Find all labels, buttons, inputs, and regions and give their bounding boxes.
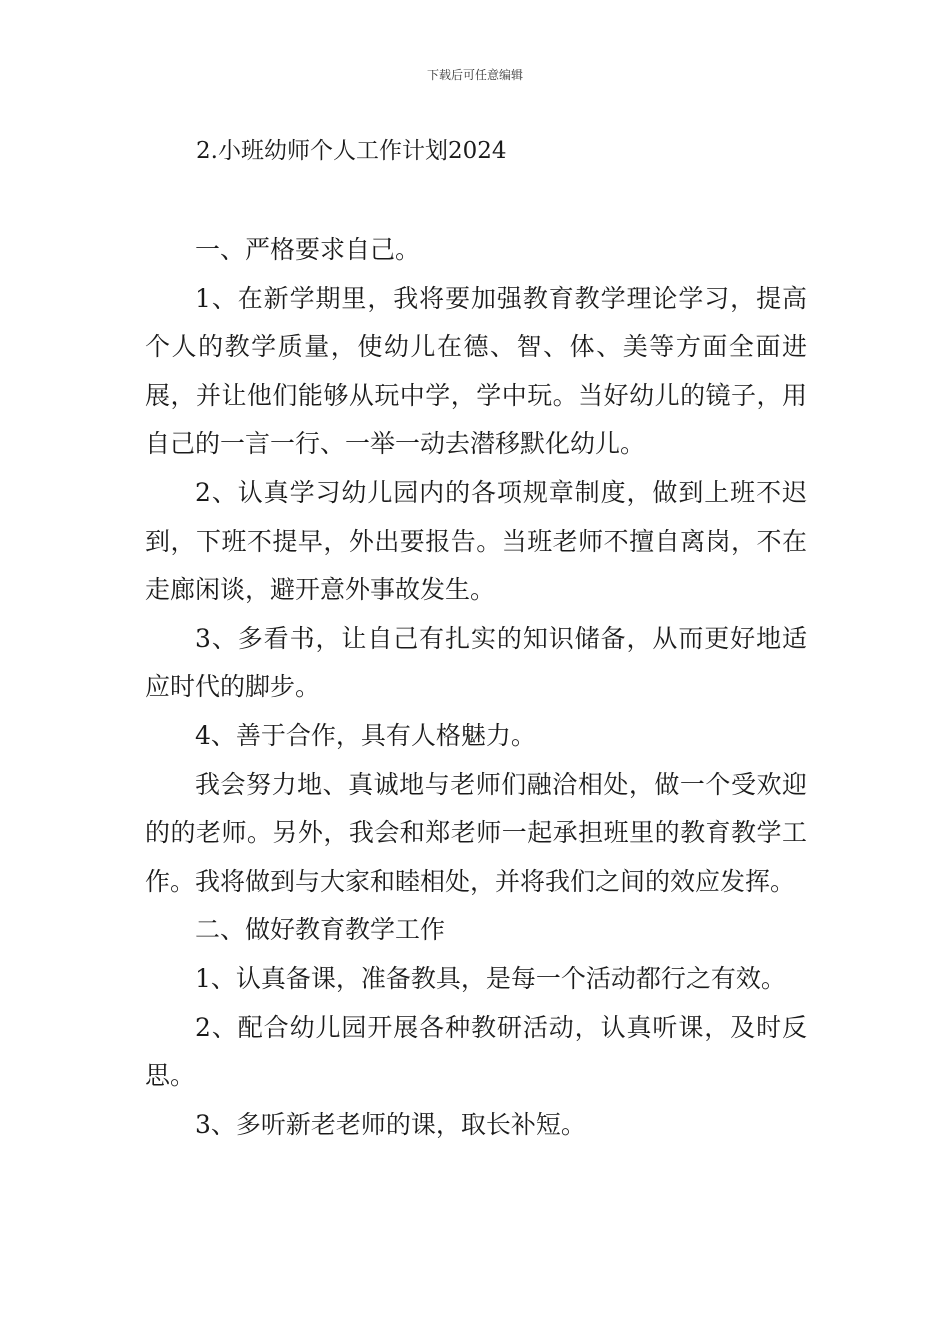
paragraph: 我会努力地、真诚地与老师们融洽相处，做一个受欢迎的的老师。另外，我会和郑老师一起承担班里的教育教学工作。我将做到与大家和睦相处，并将我们之间的效应发挥。 (145, 769, 807, 896)
paragraph: 3、多听新老老师的课，取长补短。 (195, 1109, 586, 1139)
paragraph: 2、认真学习幼儿园内的各项规章制度，做到上班不迟到，下班不提早，外出要报告。当班老师不擅自离岗，不在走廊闲谈，避开意外事故发生。 (145, 477, 807, 605)
page-header-note: 下载后可任意编辑 (426, 68, 523, 82)
document-body (145, 226, 807, 1149)
paragraph: 1、在新学期里，我将要加强教育教学理论学习，提高个人的教学质量，使幼儿在德、智、体、美等方面全面进展，并让他们能够从玩中学，学中玩。当好幼儿的镜子，用自己的一言一行、一举一动去潜移默化幼儿。 (145, 283, 807, 459)
paragraph: 2、配合幼儿园开展各种教研活动，认真听课，及时反思。 (145, 1012, 807, 1091)
paragraph: 4、善于合作，具有人格魅力。 (195, 720, 536, 750)
document-title: 2.小班幼师个人工作计划2024 (196, 138, 507, 164)
section-heading-1: 一、严格要求自己。 (195, 235, 421, 264)
paragraph: 1、认真备课，准备教具，是每一个活动都行之有效。 (195, 963, 786, 993)
section-heading-2: 二、做好教育教学工作 (195, 915, 446, 945)
paragraph: 3、多看书，让自己有扎实的知识储备，从而更好地适应时代的脚步。 (145, 623, 807, 702)
